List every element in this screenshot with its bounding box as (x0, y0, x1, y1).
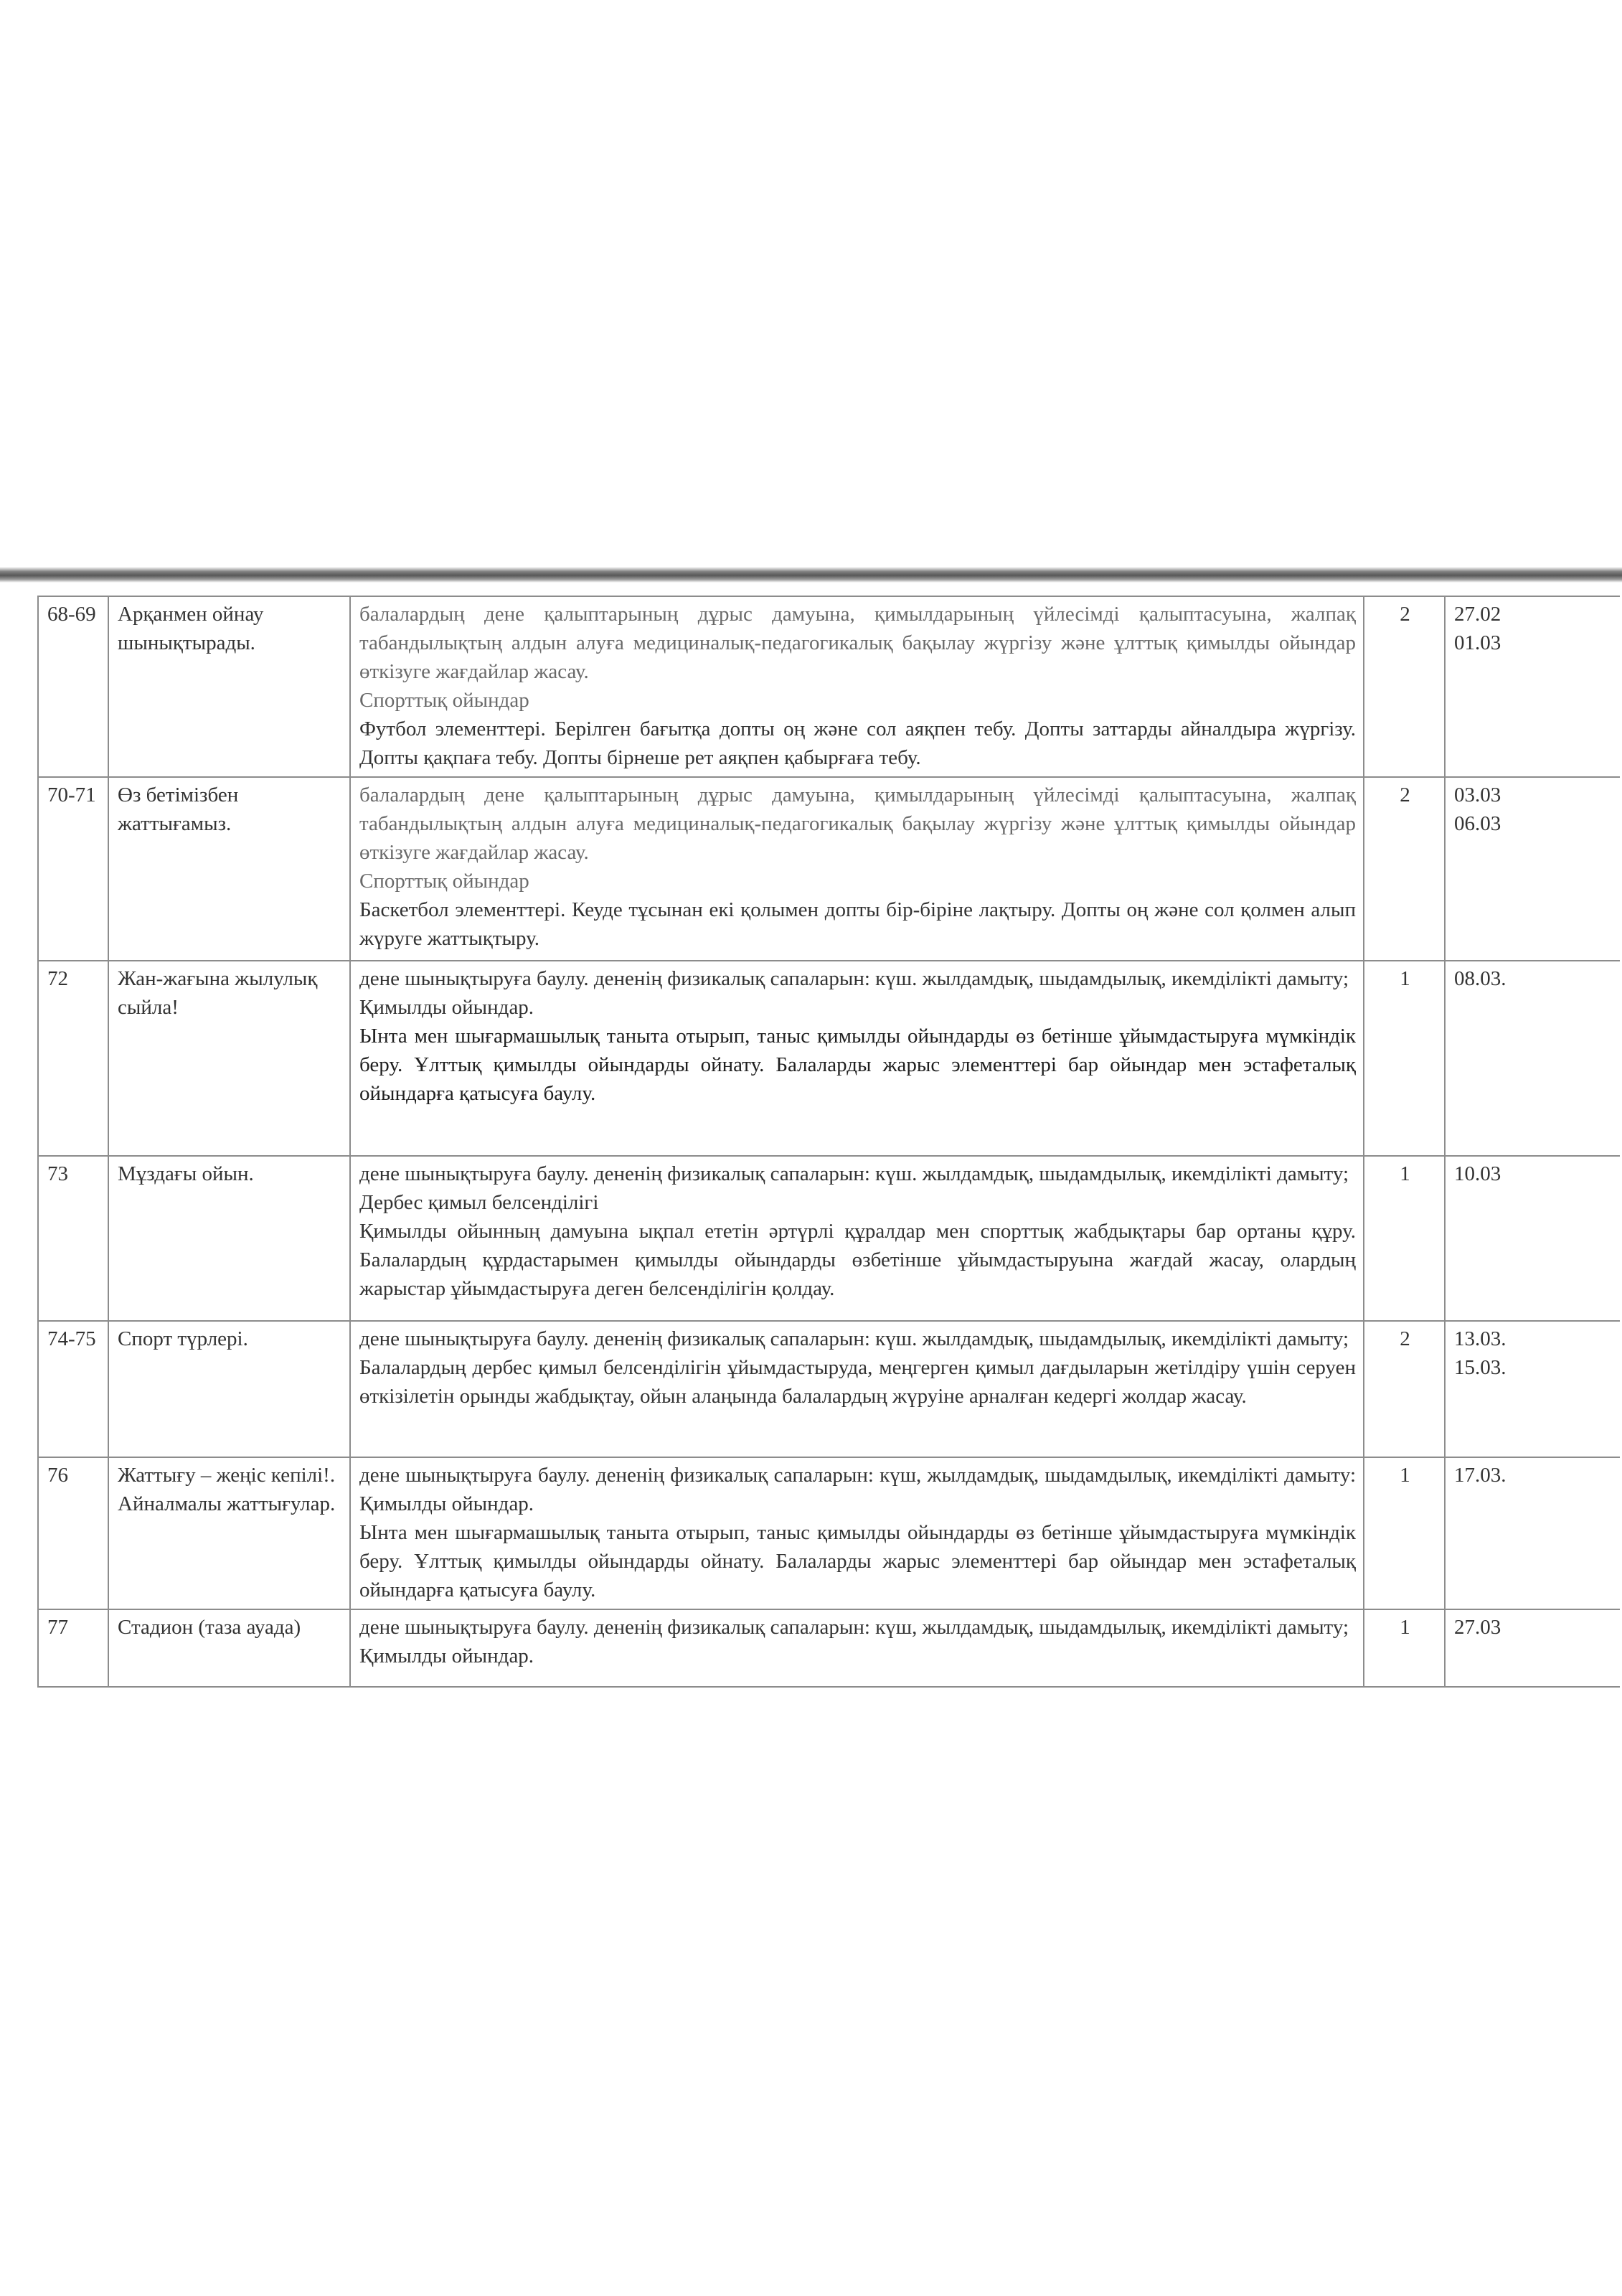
lesson-topic: Өз бетімізбен жаттығамыз. (108, 777, 350, 961)
lesson-date: 01.03 (1454, 631, 1501, 654)
description-paragraph: дене шынықтыруға баулу. дененің физикалық сапаларын: күш, жылдамдық, шыдамдылық, икемділікті дамыту; (359, 1616, 1349, 1639)
lesson-date: 10.03 (1454, 1162, 1501, 1185)
lesson-date: 17.03. (1454, 1464, 1507, 1487)
lesson-number: 68-69 (38, 596, 108, 777)
lesson-description (350, 1609, 1364, 1687)
hours-count: 2 (1364, 1321, 1445, 1457)
description-paragraph: дене шынықтыруға баулу. дененің физикалық сапаларын: күш, жылдамдық, шыдамдылық, икемділікті дамыту: Қимылды ойындар. (359, 1464, 1356, 1515)
lesson-date: 06.03 (1454, 812, 1501, 835)
hours-count: 1 (1364, 961, 1445, 1156)
lesson-date: 03.03 (1454, 784, 1501, 806)
lesson-date: 27.03 (1454, 1616, 1501, 1639)
lesson-number: 76 (38, 1457, 108, 1609)
lesson-description (350, 1156, 1364, 1321)
lesson-dates (1445, 777, 1620, 961)
lesson-topic: Арқанмен ойнау шынықтырады. (108, 596, 350, 777)
scan-shadow-band (0, 567, 1622, 583)
table-row (38, 777, 1620, 961)
lesson-plan-table (37, 596, 1620, 1688)
hours-count: 2 (1364, 596, 1445, 777)
description-paragraph: Ынта мен шығармашылық таныта отырып, таныс қимылды ойындарды өз бетінше ұйымдастыруға мүмкіндік беру. Ұлттық қимылды ойындарды ойнату. Балаларды жарыс элементтері бар ойындар мен эстафеталық ойындарға қатысуға баулу. (359, 1521, 1356, 1601)
lesson-dates (1445, 1156, 1620, 1321)
lesson-topic: Мұздағы ойын. (108, 1156, 350, 1321)
description-paragraph: Қимылды ойынның дамуына ықпал ететін әртүрлі құралдар мен спорттық жабдықтары бар ортаны құру. Балалардың құрдастарымен қимылды ойындарды өзбетінше ұйымдастыруына жағдай жасау, олардың жарыстар ұйымдастыруға деген белсенділігін қолдау. (359, 1220, 1356, 1300)
description-paragraph: Баскетбол элементтері. Кеуде тұсынан екі қолымен допты бір-біріне лақтыру. Допты оң және сол қолмен алып жүруге жаттықтыру. (359, 898, 1356, 950)
lesson-topic: Спорт түрлері. (108, 1321, 350, 1457)
hours-count: 1 (1364, 1156, 1445, 1321)
lesson-number: 72 (38, 961, 108, 1156)
lesson-number: 70-71 (38, 777, 108, 961)
lesson-topic: Жан-жағына жылулық сыйла! (108, 961, 350, 1156)
lesson-topic: Жаттығу – жеңіс кепілі!. Айналмалы жаттығулар. (108, 1457, 350, 1609)
lesson-date: 15.03. (1454, 1356, 1507, 1379)
description-subheading: Қимылды ойындар. (359, 1645, 534, 1667)
lesson-description (350, 1321, 1364, 1457)
description-paragraph: балалардың дене қалыптарының дұрыс дамуына, қимылдарының үйлесімді қалыптасуына, жалпақ табандылықтың алдын алуға медициналық-педагогикалық бақылау жүргізу және ұлттық қимылды ойындар өткізуге жағдайлар жасау. (359, 603, 1356, 683)
lesson-dates (1445, 596, 1620, 777)
lesson-topic: Стадион (таза ауада) (108, 1609, 350, 1687)
lesson-date: 27.02 (1454, 603, 1501, 626)
hours-count: 2 (1364, 777, 1445, 961)
lesson-dates (1445, 1457, 1620, 1609)
hours-count: 1 (1364, 1457, 1445, 1609)
lesson-description (350, 596, 1364, 777)
description-paragraph: дене шынықтыруға баулу. дененің физикалық сапаларын: күш. жылдамдық, шыдамдылық, икемділікті дамыту; (359, 1327, 1349, 1350)
lesson-dates (1445, 961, 1620, 1156)
description-paragraph: балалардың дене қалыптарының дұрыс дамуына, қимылдарының үйлесімді қалыптасуына, жалпақ табандылықтың алдын алуға медициналық-педагогикалық бақылау жүргізу және ұлттық қимылды ойындар өткізуге жағдайлар жасау. (359, 784, 1356, 864)
table-row (38, 961, 1620, 1156)
lesson-description (350, 1457, 1364, 1609)
table-row (38, 596, 1620, 777)
description-paragraph: Футбол элементтері. Берілген бағытқа допты оң және сол аяқпен тебу. Допты заттарды айналдыра жүргізу. Допты қақпаға тебу. Допты бірнеше рет аяқпен қабырғаға тебу. (359, 718, 1356, 769)
table-row (38, 1321, 1620, 1457)
description-subheading: Спорттық ойындар (359, 870, 529, 893)
table-row (38, 1156, 1620, 1321)
lesson-date: 13.03. (1454, 1327, 1507, 1350)
description-paragraph: Ынта мен шығармашылық таныта отырып, таныс қимылды ойындарды өз бетінше ұйымдастыруға мүмкіндік беру. Ұлттық қимылды ойындарды ойнату. Балаларды жарыс элементтері бар ойындар мен эстафеталық ойындарға қатысуға баулу. (359, 1025, 1356, 1105)
lesson-number: 74-75 (38, 1321, 108, 1457)
lesson-description (350, 961, 1364, 1156)
description-subheading: Қимылды ойындар. (359, 996, 534, 1019)
lesson-number: 73 (38, 1156, 108, 1321)
hours-count: 1 (1364, 1609, 1445, 1687)
lesson-dates (1445, 1609, 1620, 1687)
lesson-date: 08.03. (1454, 967, 1507, 990)
description-paragraph: Балалардың дербес қимыл белсенділігін ұйымдастыруда, меңгерген қимыл дағдыларын жетілдіру үшін серуен өткізілетін орынды жабдықтау, ойын алаңында балалардың жүруіне арналған кедергі жолдар жасау. (359, 1356, 1356, 1408)
description-paragraph: дене шынықтыруға баулу. дененің физикалық сапаларын: күш. жылдамдық, шыдамдылық, икемділікті дамыту; (359, 967, 1349, 990)
lesson-number: 77 (38, 1609, 108, 1687)
table-row (38, 1609, 1620, 1687)
description-paragraph: дене шынықтыруға баулу. дененің физикалық сапаларын: күш. жылдамдық, шыдамдылық, икемділікті дамыту; (359, 1162, 1349, 1185)
description-subheading: Спорттық ойындар (359, 689, 529, 712)
lesson-description (350, 777, 1364, 961)
lesson-dates (1445, 1321, 1620, 1457)
table-row (38, 1457, 1620, 1609)
description-subheading: Дербес қимыл белсенділігі (359, 1191, 599, 1214)
